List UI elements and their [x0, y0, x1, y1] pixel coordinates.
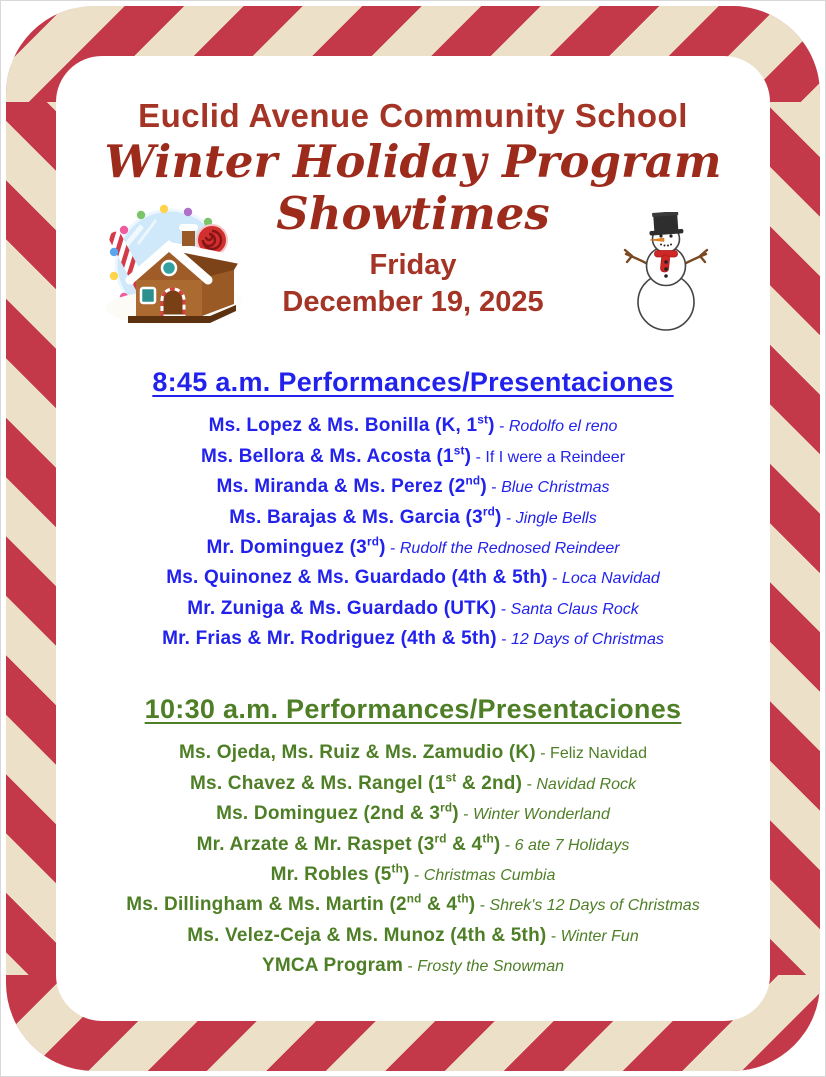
song-title: Feliz Navidad — [550, 745, 647, 763]
event-date: December 19, 2025 — [282, 285, 544, 318]
section-heading: 8:45 a.m. Performances/Presentaciones — [152, 366, 674, 397]
separator: - — [546, 927, 561, 945]
performers: Mr. Robles (5th) — [270, 862, 410, 885]
performers: Ms. Barajas & Ms. Garcia (3rd) — [229, 505, 502, 528]
gingerbread-house-icon — [84, 204, 256, 336]
song-title: Rudolf the Rednosed Reindeer — [399, 539, 620, 557]
performance-row — [56, 799, 770, 829]
separator: - — [535, 745, 551, 763]
performance-row — [56, 830, 770, 860]
separator: - — [403, 958, 418, 976]
separator: - — [458, 806, 474, 824]
performance-section — [56, 693, 770, 982]
performance-row — [56, 442, 770, 472]
separator: - — [496, 600, 511, 618]
performance-section — [56, 366, 770, 655]
section-heading: 10:30 a.m. Performances/Presentaciones — [144, 693, 682, 724]
performance-row — [56, 738, 770, 768]
song-title: Loca Navidad — [561, 570, 660, 588]
song-title: If I were a Reindeer — [485, 448, 626, 466]
performers: Mr. Dominguez (3rd) — [206, 535, 386, 558]
performance-row — [56, 472, 770, 502]
performance-sections — [56, 366, 770, 982]
separator: - — [522, 775, 537, 793]
performance-row — [56, 624, 770, 654]
song-title: Santa Claus Rock — [510, 600, 639, 618]
performance-row — [56, 503, 770, 533]
performers: Mr. Frias & Mr. Rodriguez (4th & 5th) — [162, 628, 497, 650]
performers: Ms. Bellora & Ms. Acosta (1st) — [200, 444, 472, 467]
snowman-icon — [616, 212, 716, 334]
separator: - — [385, 539, 400, 557]
performers: Ms. Dominguez (2nd & 3rd) — [216, 801, 459, 825]
program-title: Winter Holiday Program — [104, 134, 722, 188]
school-name: Euclid Avenue Community School — [138, 97, 688, 134]
separator: - — [547, 570, 562, 588]
separator: - — [471, 448, 486, 466]
separator: - — [494, 418, 509, 436]
separator: - — [501, 509, 516, 527]
performers: Ms. Miranda & Ms. Perez (2nd) — [216, 474, 487, 498]
song-title: Navidad Rock — [536, 775, 636, 793]
performers: Ms. Velez-Ceja & Ms. Munoz (4th & 5th) — [187, 924, 547, 946]
performers: Ms. Quinonez & Ms. Guardado (4th & 5th) — [166, 567, 548, 589]
song-title: Frosty the Snowman — [417, 958, 564, 976]
performance-row — [56, 563, 770, 593]
song-title: Shrek's 12 Days of Christmas — [489, 897, 700, 915]
separator: - — [500, 836, 515, 854]
performance-row — [56, 951, 770, 981]
song-title: Winter Fun — [560, 927, 639, 945]
program-subtitle: Showtimes — [276, 186, 550, 240]
separator: - — [475, 897, 490, 915]
song-title: 6 ate 7 Holidays — [514, 836, 630, 854]
performance-row — [56, 594, 770, 624]
performers: Mr. Zuniga & Ms. Guardado (UTK) — [187, 597, 497, 619]
performance-row — [56, 411, 770, 441]
song-title: Christmas Cumbia — [423, 866, 556, 884]
separator: - — [486, 479, 502, 497]
performers: Ms. Dillingham & Ms. Martin (2nd & 4th) — [126, 893, 476, 916]
song-title: Rodolfo el reno — [508, 418, 618, 436]
separator: - — [496, 631, 511, 649]
performers: Ms. Ojeda, Ms. Ruiz & Ms. Zamudio (K) — [179, 742, 536, 764]
song-title: Winter Wonderland — [473, 806, 610, 824]
song-title: 12 Days of Christmas — [510, 631, 664, 649]
song-title: Jingle Bells — [515, 509, 597, 527]
performance-row — [56, 860, 770, 890]
performance-row — [56, 769, 770, 799]
flyer-content — [56, 56, 770, 1021]
performers: YMCA Program — [261, 955, 404, 977]
performance-row — [56, 921, 770, 951]
performers: Ms. Lopez & Ms. Bonilla (K, 1st) — [208, 413, 495, 437]
performance-row — [56, 533, 770, 563]
performance-row — [56, 890, 770, 920]
event-day: Friday — [369, 248, 457, 281]
separator: - — [409, 866, 424, 884]
performers: Ms. Chavez & Ms. Rangel (1st & 2nd) — [190, 771, 523, 794]
performers: Mr. Arzate & Mr. Raspet (3rd & 4th) — [196, 832, 501, 855]
song-title: Blue Christmas — [501, 479, 610, 497]
